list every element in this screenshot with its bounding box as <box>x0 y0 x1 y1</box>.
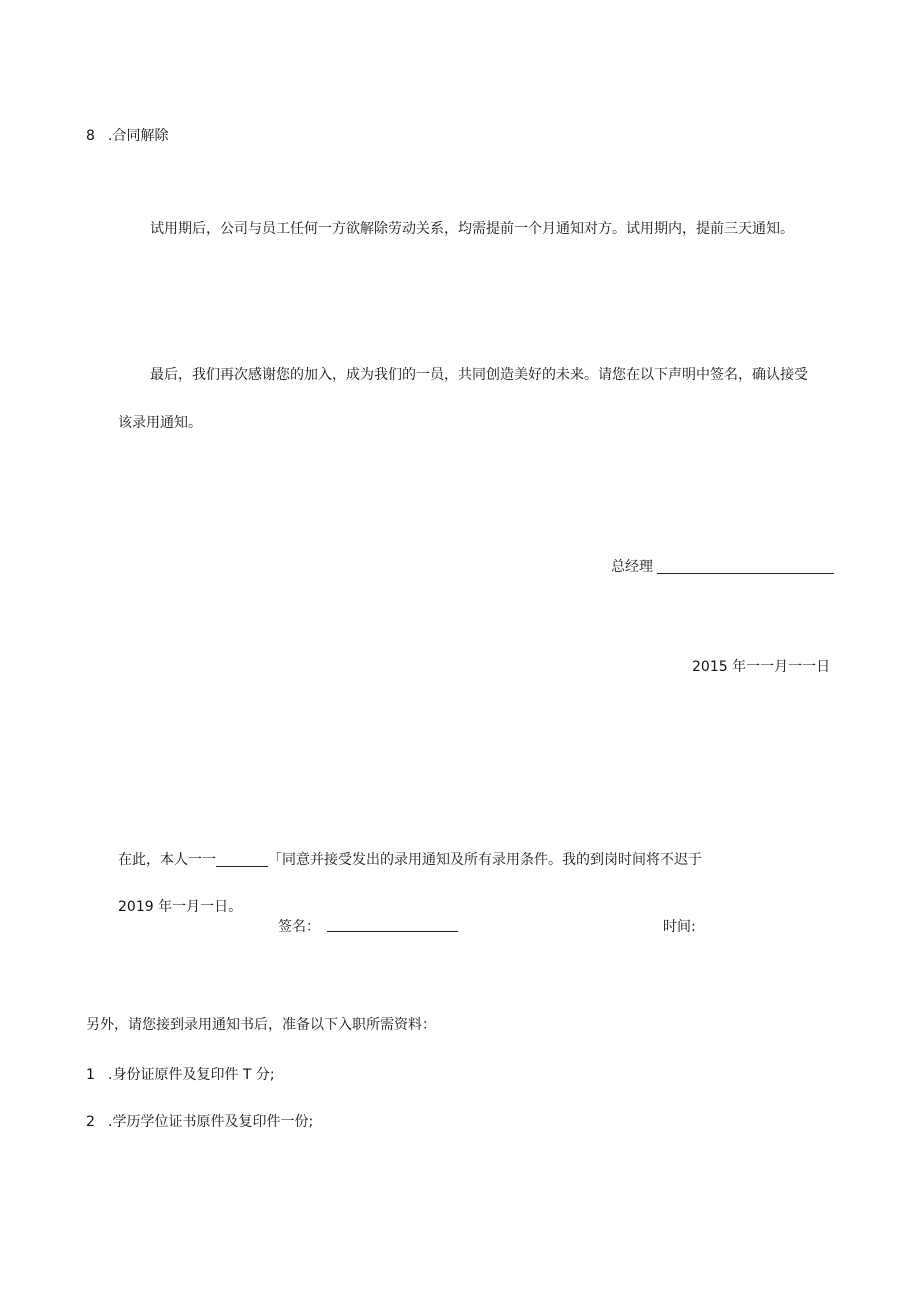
manager-label: 总经理 <box>611 559 653 575</box>
list-item-text: .身份证原件及复印件 T 分; <box>108 1067 275 1083</box>
closing-paragraph-line2: 该录用通知。 <box>118 415 202 431</box>
list-item-number: 1 <box>86 1067 95 1083</box>
acceptance-statement-line1 <box>118 851 702 869</box>
list-item <box>86 1066 275 1084</box>
time-label: 时间: <box>663 919 696 935</box>
list-item <box>86 1113 313 1131</box>
offer-date: 2015 年一一月一一日 <box>692 659 831 675</box>
statement-bracket: 「 <box>268 852 282 868</box>
section-heading <box>86 127 168 145</box>
section-title: .合同解除 <box>108 128 169 144</box>
statement-suffix: 同意并接受发出的录用通知及所有录用条件。我的到岗时间将不迟于 <box>282 852 702 868</box>
arrival-date: 2019 年一月一日。 <box>118 899 243 915</box>
section-number: 8 <box>86 128 95 144</box>
closing-paragraph-line1: 最后，我们再次感谢您的加入，成为我们的一员，共同创造美好的未来。请您在以下声明中签名，确认接受 <box>150 367 808 383</box>
list-item-text: .学历学位证书原件及复印件一份; <box>108 1114 314 1130</box>
sign-label: 签名： <box>278 919 320 935</box>
manager-signature-line <box>657 573 834 574</box>
signature-line <box>327 931 458 932</box>
statement-prefix: 在此，本人一一 <box>118 852 216 868</box>
documents-intro: 另外，请您接到录用通知书后，准备以下入职所需资料： <box>86 1017 436 1033</box>
name-blank <box>216 852 268 867</box>
contract-termination-paragraph: 试用期后，公司与员工任何一方欲解除劳动关系，均需提前一个月通知对方。试用期内，提前三天通知。 <box>150 221 794 237</box>
list-item-number: 2 <box>86 1114 95 1130</box>
